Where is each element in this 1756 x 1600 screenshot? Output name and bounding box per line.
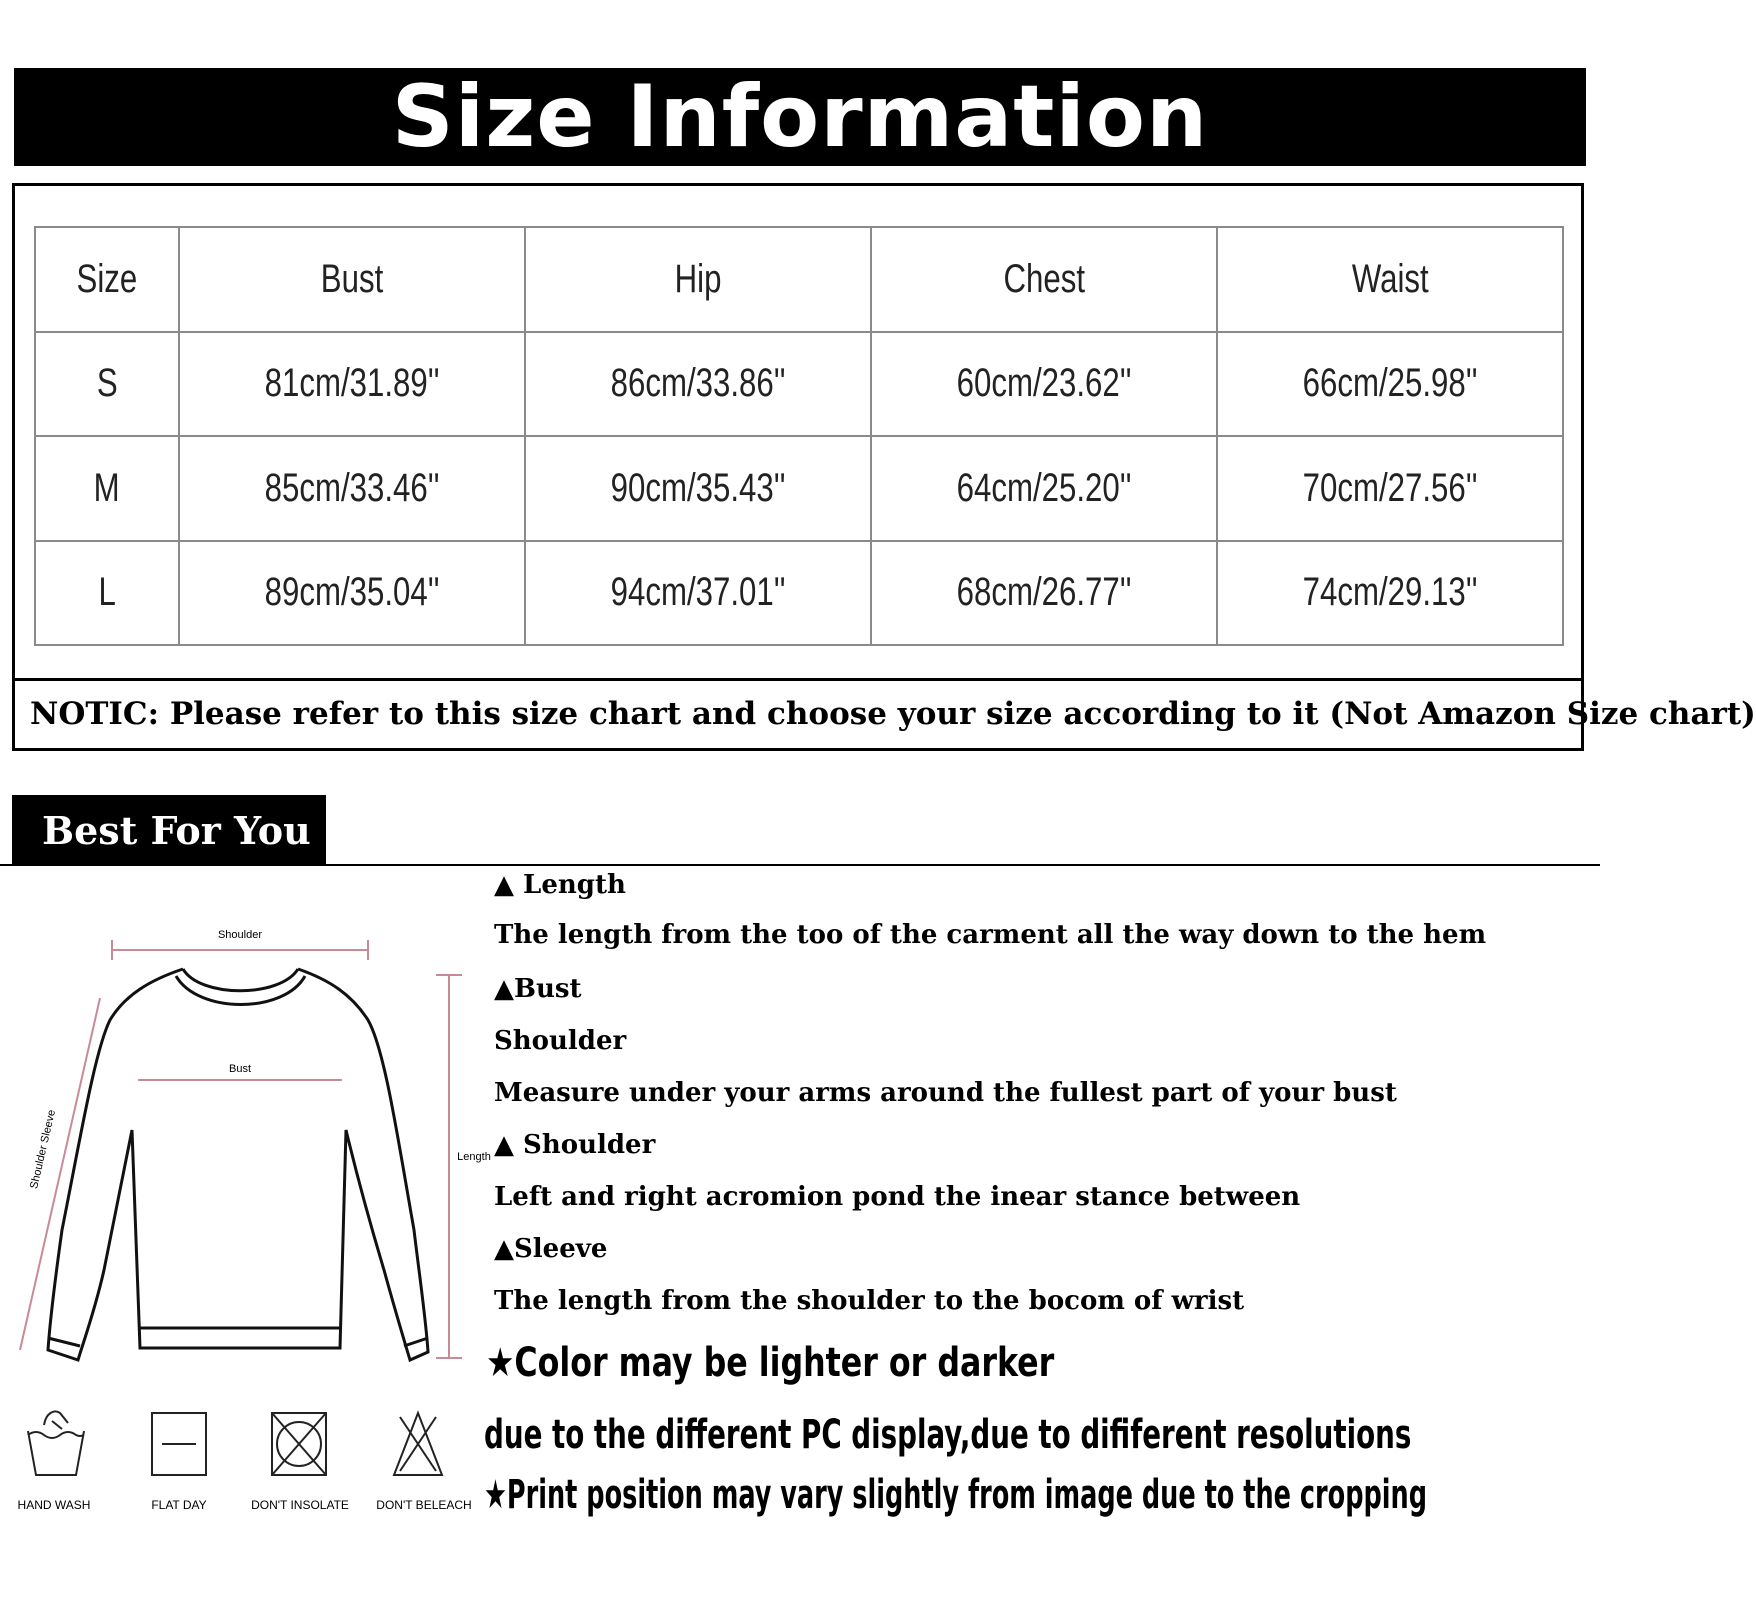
table-cell: 66cm/25.98'' [1217, 332, 1563, 437]
title-banner [14, 68, 1586, 166]
notice-divider [12, 678, 1584, 681]
table-cell: 64cm/25.20'' [871, 436, 1217, 541]
table-header-row [35, 227, 1563, 332]
table-cell: 90cm/35.43'' [525, 436, 871, 541]
size-table [34, 226, 1564, 646]
length-heading: ▲ Length [494, 870, 626, 900]
color-note: ★Color may be lighter or darker [486, 1340, 1055, 1386]
table-cell: 94cm/37.01'' [525, 541, 871, 646]
length-label: Length [457, 1151, 491, 1163]
bust-label: Bust [228, 1063, 252, 1075]
section-divider [0, 864, 1600, 866]
table-row [35, 332, 1563, 437]
care-label: HAND WASH [17, 1498, 91, 1512]
bust-subheading: Shoulder [494, 1026, 627, 1056]
bust-text: Measure under your arms around the fullest part of your bust [494, 1078, 1397, 1108]
table-cell: S [35, 332, 179, 437]
length-text: The length from the too of the carment all the way down to the hem [494, 920, 1487, 950]
header-chest: Chest [871, 227, 1217, 332]
table-row [35, 436, 1563, 541]
header-hip: Hip [525, 227, 871, 332]
bust-heading: ▲Bust [494, 974, 582, 1004]
display-note: due to the different PC display,due to dififerent resolutions [484, 1412, 1412, 1458]
sleeve-text: The length from the shoulder to the bocom of wrist [494, 1286, 1245, 1316]
sweater-diagram [0, 880, 491, 1380]
table-row [35, 541, 1563, 646]
sleeve-heading: ▲Sleeve [494, 1234, 608, 1264]
print-note: ★Print position may vary slightly from image due to the cropping [484, 1472, 1428, 1518]
shoulder-label: Shoulder [217, 929, 263, 941]
measure-lines [20, 940, 462, 1358]
table-cell: 85cm/33.46'' [179, 436, 525, 541]
table-cell: 86cm/33.86'' [525, 332, 871, 437]
table-cell: 74cm/29.13'' [1217, 541, 1563, 646]
care-label: DON'T INSOLATE [251, 1498, 349, 1512]
care-label: FLAT DAY [151, 1498, 207, 1512]
header-waist: Waist [1217, 227, 1563, 332]
flat-dry-icon [152, 1413, 206, 1475]
table-cell: 60cm/23.62'' [871, 332, 1217, 437]
care-icons [10, 1405, 480, 1500]
section-tab [12, 795, 326, 865]
sleeve-label: Shoulder Sleeve [28, 1108, 59, 1191]
sweater-outline [48, 969, 428, 1360]
care-label: DON'T BELEACH [376, 1498, 472, 1512]
table-cell: M [35, 436, 179, 541]
size-notice: NOTIC: Please refer to this size chart and choose your size according to it (Not Amazon Size chart) [30, 696, 1756, 732]
dont-insolate-icon [272, 1413, 326, 1475]
shoulder-heading: ▲ Shoulder [494, 1130, 656, 1160]
dont-bleach-icon [394, 1413, 442, 1475]
header-size: Size [35, 227, 179, 332]
header-bust: Bust [179, 227, 525, 332]
table-cell: L [35, 541, 179, 646]
table-cell: 68cm/26.77'' [871, 541, 1217, 646]
hand-wash-icon [28, 1412, 84, 1476]
table-cell: 81cm/31.89'' [179, 332, 525, 437]
table-cell: 70cm/27.56'' [1217, 436, 1563, 541]
shoulder-text: Left and right acromion pond the inear stance between [494, 1182, 1301, 1212]
section-title: Best For You [42, 807, 311, 853]
page-title: Size Information [391, 67, 1209, 167]
table-cell: 89cm/35.04'' [179, 541, 525, 646]
